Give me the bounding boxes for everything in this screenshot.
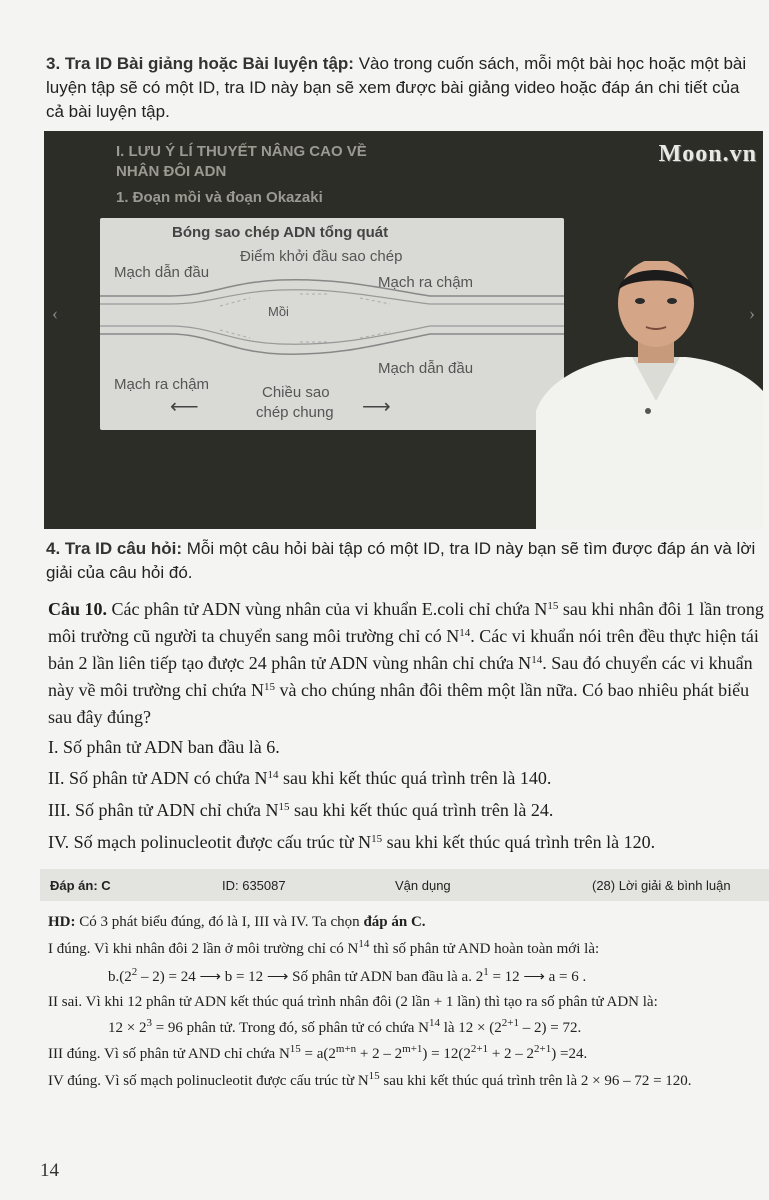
question-label: Câu 10.	[48, 599, 108, 619]
solution-line-5: III đúng. Vì số phân tử AND chỉ chứa $N^{15} = a(2^{m+n} + 2 - 2^{m+1}) = 12(2^{2+1} + 2 - 2^{2+1}) =24$.	[48, 1043, 588, 1062]
solution-line-4: $12 \times 2^3 = 96$ phân tử. Trong đó, số phân tử có chứa $N^{14}$ là $12 \times (2^{2+1} - 2) = 72$.	[108, 1017, 582, 1036]
solution-summary: HD: Có 3 phát biểu đúng, đó là I, III và IV. Ta chọn đáp án C.	[48, 914, 426, 930]
whiteboard-diagram	[100, 218, 564, 430]
option-2: II. Số phân tử ADN có chứa $N^{14}$ sau khi kết thúc quá trình trên là 140.	[48, 768, 552, 788]
solution-line-6: IV đúng. Vì số mạch polinucleotit được cấu trúc từ $N^{15}$ sau khi kết thúc quá trình trên là 2 × 96 – 72 = 120.	[48, 1070, 692, 1089]
section-3-text: Vào trong cuốn sách, mỗi một bài học hoặc một bài luyện tập sẽ có một ID, tra ID này bạn sẽ xem được bài giảng video hoặc đáp án chi tiết của cả bài luyện tập.	[46, 54, 747, 121]
board-lagging-top-label: Mạch ra chậm	[378, 274, 474, 291]
solution-line-1: I đúng. Vì khi nhân đôi 2 lần ở môi trường chỉ có $N^{14}$ thì số phân tử AND hoàn toàn mới là:	[48, 938, 600, 957]
section-3-heading: 3. Tra ID Bài giảng hoặc Bài luyện tập:	[46, 54, 354, 73]
lecturer-figure	[536, 261, 763, 529]
option-4: IV. Số mạch polinucleotit được cấu trúc từ $N^{15}$ sau khi kết thúc quá trình trên là 120.	[48, 832, 656, 852]
board-origin-label: Điểm khởi đầu sao chép	[240, 248, 403, 265]
option-1: I. Số phân tử ADN ban đầu là 6.	[48, 737, 280, 757]
comments-link[interactable]: (28) Lời giải & bình luận	[592, 878, 731, 893]
board-primer-label: Mồi	[268, 304, 289, 319]
solution-line-2: $b.(2^2 - 2) = 24$ ⟶ b = 12 ⟶ Số phân tử ADN ban đầu là a. $2^1 = 12$ ⟶ a = 6 .	[108, 966, 587, 985]
video-lecture-thumbnail[interactable]	[44, 131, 763, 529]
board-direction-line-1: Chiều sao	[262, 384, 330, 401]
board-leading-bottom-label: Mạch dẫn đầu	[378, 360, 474, 377]
board-direction-line-2: chép chung	[256, 404, 334, 421]
arrow-left-icon: ⟵	[170, 396, 199, 418]
section-4-paragraph	[46, 537, 758, 585]
board-heading: Bóng sao chép ADN tổng quát	[172, 224, 389, 241]
video-title-line-3: 1. Đoạn mồi và đoạn Okazaki	[116, 189, 323, 206]
board-leading-top-label: Mạch dẫn đầu	[114, 264, 210, 281]
prev-arrow-icon[interactable]: ‹	[52, 303, 58, 323]
moon-logo: Moon.vn	[658, 141, 757, 167]
solution-line-3: II sai. Vì khi 12 phân tử ADN kết thúc quá trình nhân đôi (2 lần + 1 lần) thì tạo ra số phân tử ADN là:	[48, 994, 658, 1010]
answer-info-bar	[40, 869, 769, 901]
answer-label: Đáp án: C	[50, 878, 111, 893]
section-3-paragraph	[46, 52, 758, 124]
section-4-heading: 4. Tra ID câu hỏi:	[46, 539, 183, 558]
page-number: 14	[40, 1160, 59, 1181]
video-title-line-2: NHÂN ĐÔI ADN	[116, 163, 227, 180]
video-title-line-1: I. LƯU Ý LÍ THUYẾT NÂNG CAO VỀ	[116, 143, 367, 160]
difficulty-level: Vận dụng	[395, 878, 451, 893]
question-10-text: Câu 10. Các phân tử ADN vùng nhân của vi khuẩn E.coli chỉ chứa $N^{15}$ sau khi nhân đôi 1 lần trong môi trường cũ người ta chuyển sang môi trường chỉ có $N^{14}$. Các vi khuẩn nói trên đều thực hiện tái bản 2 lần liên tiếp tạo được 24 phân tử ADN vùng nhân chỉ chứa $N^{14}$. Sau đó chuyển các vi khuẩn này về môi trường chỉ chứa $N^{15}$ và cho chúng nhân đôi thêm một lần nữa. Có bao nhiêu phát biểu sau đây đúng?	[48, 599, 764, 727]
section-4-text: Mỗi một câu hỏi bài tập có một ID, tra ID này bạn sẽ tìm được đáp án và lời giải của câu hỏi đó.	[46, 539, 756, 582]
question-id[interactable]: ID: 635087	[222, 878, 286, 893]
option-3: III. Số phân tử ADN chỉ chứa $N^{15}$ sau khi kết thúc quá trình trên là 24.	[48, 800, 554, 820]
arrow-right-icon: ⟶	[362, 396, 391, 418]
next-arrow-icon[interactable]: ›	[749, 303, 755, 323]
board-lagging-bottom-label: Mạch ra chậm	[114, 376, 210, 393]
